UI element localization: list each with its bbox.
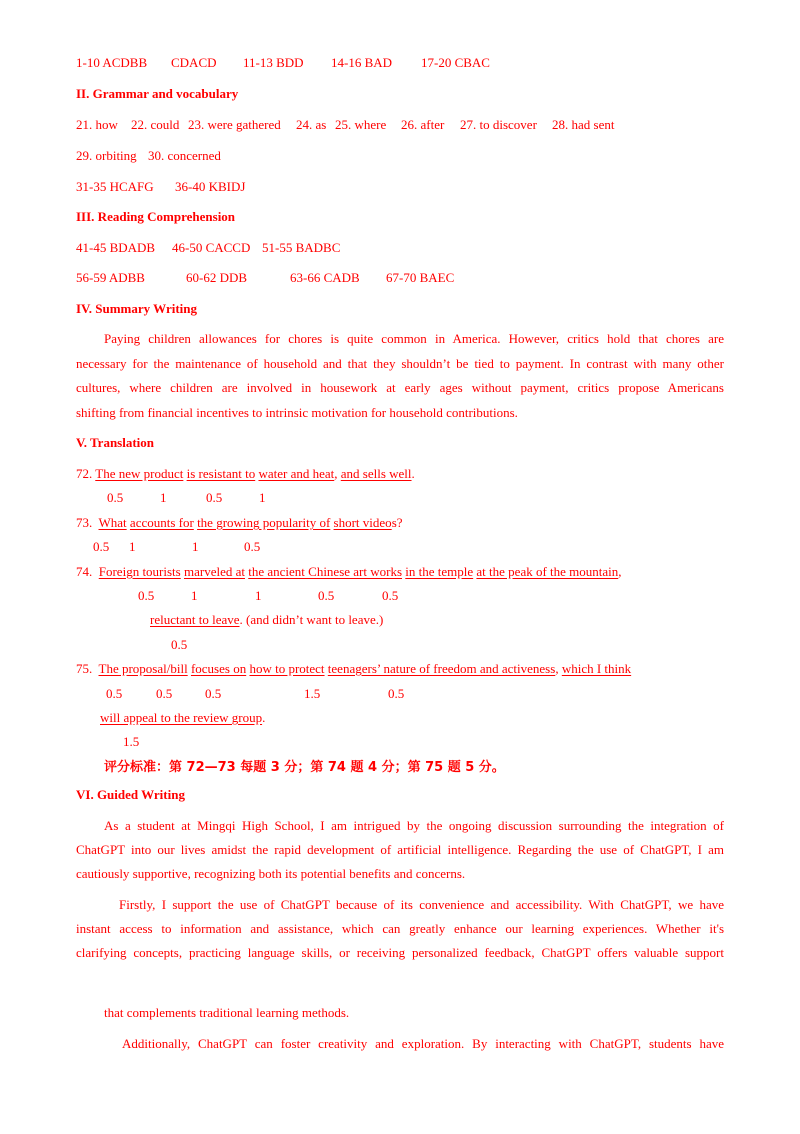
translation-72: 72. The new product is resistant to water and heat, and sells well. (76, 466, 415, 481)
answer-group: CDACD (171, 55, 217, 70)
score: 1 (259, 490, 266, 505)
reading-answer: 67-70 BAEC (386, 270, 455, 285)
score: 1.5 (304, 686, 321, 701)
translation-74-continued (150, 612, 383, 628)
grammar-line-2 (0, 148, 800, 164)
summary-line: Paying children allowances for chores is quite common in America. However, critics hold that chores are (104, 331, 724, 346)
translation-chunk: Foreign tourists (98, 564, 181, 579)
grammar-answer: 21. how (76, 117, 118, 132)
translation-chunk: the ancient Chinese art works (248, 564, 403, 579)
essay-line: As a student at Mingqi High School, I am intrigued by the ongoing discussion surrounding the integration of (104, 818, 724, 833)
answer-group: 14-16 BAD (331, 55, 393, 70)
scores-74 (0, 588, 800, 604)
score: 0.5 (93, 539, 110, 554)
section-heading-reading: III. Reading Comprehension (76, 209, 236, 224)
essay-line: Additionally, ChatGPT can foster creativity and exploration. By interacting with ChatGPT, students have (122, 1036, 724, 1051)
grammar-answer: 31-35 HCAFG (76, 179, 154, 194)
reading-answer: 46-50 CACCD (172, 240, 251, 255)
translation-chunk: marveled at (183, 564, 245, 579)
essay-line: cautiously supportive, recognizing both its potential benefits and concerns. (76, 866, 466, 881)
score: 0.5 (171, 637, 188, 652)
grammar-answer: 23. were gathered (188, 117, 281, 132)
translation-chunk: reluctant to leave (150, 612, 240, 627)
score: 1.5 (123, 734, 140, 749)
translation-74: 74. Foreign tourists marveled at the ancient Chinese art works in the temple at the peak of the mountain, (76, 564, 622, 579)
score: 1 (192, 539, 199, 554)
grammar-answer: 36-40 KBIDJ (175, 179, 246, 194)
score: 0.5 (106, 686, 123, 701)
summary-line: cultures, where children are involved in housework at early ages without payment, critics propose Americans (76, 380, 724, 395)
score: 0.5 (244, 539, 261, 554)
score: 1 (191, 588, 198, 603)
section-heading-writing: VI. Guided Writing (76, 787, 185, 802)
translation-chunk: What (98, 515, 127, 530)
scores-72 (0, 490, 800, 506)
question-number: 72. (76, 466, 93, 481)
score: 0.5 (205, 686, 222, 701)
reading-line-2 (0, 270, 800, 286)
essay-line: instant access to information and assistance, which can greatly enhance our learning experiences. Whether it's (76, 921, 724, 936)
grammar-answer: 27. to discover (460, 117, 537, 132)
reading-answer: 60-62 DDB (186, 270, 248, 285)
section-heading-translation: V. Translation (76, 435, 155, 450)
translation-73 (76, 515, 403, 531)
section-heading-grammar: II. Grammar and vocabulary (76, 86, 239, 101)
grammar-answer: 24. as (296, 117, 327, 132)
grammar-answer: 22. could (131, 117, 180, 132)
answers-row-1 (0, 55, 800, 71)
translation-chunk: the growing popularity of (197, 515, 331, 530)
grammar-answer: 30. concerned (148, 148, 221, 163)
scores-73 (0, 539, 800, 555)
translation-chunk: focuses on (190, 661, 247, 676)
score: 0.5 (156, 686, 173, 701)
translation-chunk: The new product (95, 466, 184, 481)
translation-chunk: water and heat (258, 466, 335, 481)
translation-chunk: how to protect (249, 661, 325, 676)
question-number: 75. (76, 661, 93, 676)
reading-answer: 63-66 CADB (290, 270, 360, 285)
score: 0.5 (107, 490, 124, 505)
score: 1 (129, 539, 136, 554)
translation-chunk: is resistant to (186, 466, 256, 481)
score: 0.5 (388, 686, 405, 701)
reading-answer: 51-55 BADBC (262, 240, 341, 255)
score: 0.5 (382, 588, 399, 603)
score: 0.5 (206, 490, 223, 505)
reading-answer: 56-59 ADBB (76, 270, 145, 285)
essay-line: ChatGPT into our lives amidst the rapid development of artificial intelligence. Regarding the use of ChatGPT, I am (76, 842, 724, 857)
translation-alt: . (and didn’t want to leave.) (239, 612, 384, 627)
essay-line: Firstly, I support the use of ChatGPT because of its convenience and accessibility. With ChatGPT, we have (119, 897, 724, 912)
score: 0.5 (138, 588, 155, 603)
summary-line: shifting from financial incentives to intrinsic motivation for household contributions. (76, 405, 518, 420)
score: 1 (160, 490, 167, 505)
question-number: 73. (76, 515, 93, 530)
grammar-line-1 (0, 117, 800, 133)
grammar-line-3 (0, 179, 800, 195)
summary-line: necessary for the maintenance of household and that they shouldn’t be tied to payment. In contrast with many other (76, 356, 724, 371)
translation-chunk: s? (391, 515, 403, 530)
translation-chunk: teenagers’ nature of freedom and activeness (327, 661, 556, 676)
grading-criteria: 评分标准：第 72—73 每题 3 分；第 74 题 4 分；第 75 题 5 分。 (104, 760, 505, 775)
translation-75: 75. The proposal/bill focuses on how to protect teenagers’ nature of freedom and activeness, which I think (76, 661, 632, 676)
section-heading-summary: IV. Summary Writing (76, 301, 197, 316)
translation-chunk: accounts for (129, 515, 194, 530)
translation-chunk: and sells well (340, 466, 412, 481)
scores-75 (0, 686, 800, 702)
grammar-answer: 29. orbiting (76, 148, 137, 163)
answer-group: 17-20 CBAC (421, 55, 490, 70)
translation-chunk: The proposal/bill (98, 661, 188, 676)
grammar-answer: 28. had sent (552, 117, 615, 132)
essay-line: that complements traditional learning methods. (104, 1005, 350, 1020)
answer-group: 11-13 BDD (243, 55, 304, 70)
translation-75-continued: will appeal to the review group. (100, 710, 266, 725)
translation-chunk: in the temple (405, 564, 474, 579)
score: 0.5 (318, 588, 335, 603)
reading-answer: 41-45 BDADB (76, 240, 156, 255)
translation-chunk: at the peak of the mountain (476, 564, 619, 579)
reading-line-1 (0, 240, 800, 256)
translation-chunk: will appeal to the review group (100, 710, 263, 725)
grammar-answer: 25. where (335, 117, 387, 132)
essay-line: clarifying concepts, practicing language skills, or receiving personalized feedback, ChatGPT offers valuable support (76, 945, 724, 960)
question-number: 74. (76, 564, 93, 579)
translation-chunk: short video (333, 515, 392, 530)
score: 1 (255, 588, 262, 603)
answer-group: 1-10 ACDBB (76, 55, 148, 70)
translation-chunk: which I think (561, 661, 632, 676)
grammar-answer: 26. after (401, 117, 445, 132)
